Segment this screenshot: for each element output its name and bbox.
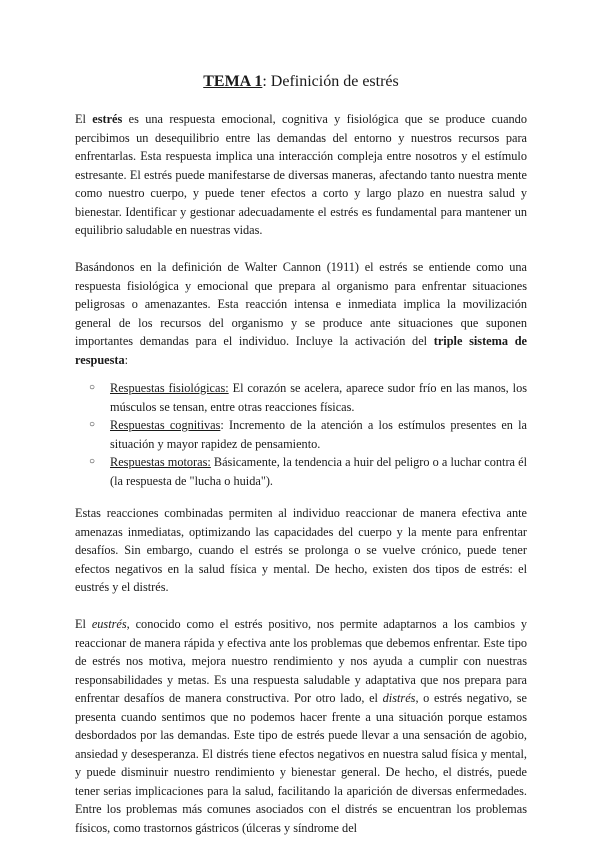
list-item (75, 453, 527, 490)
p1-bold-estres: estrés (92, 112, 123, 126)
title-tema: TEMA 1 (203, 73, 263, 90)
p4-text-c: , conocido como el estrés positivo, nos permite adaptarnos a los cambios y reaccionar de manera rápida y efectiva ante los problemas que debemos enfrentar. Este tipo de estrés nos motiva, mejora nuestro rendimiento y nos ayuda a cumplir con nuestras responsabilidades y metas. Es una respuesta saludable y adaptativa que nos prepara para enfrentar desafíos de manera constructiva. Por otro lado, el (75, 617, 527, 705)
list-item-text: El corazón se acelera, aparece sudor frío en las manos, los músculos se tensan, entre otras reacciones físicas. (110, 381, 527, 414)
bullet-circle-icon: ○ (89, 456, 96, 467)
list-item (75, 416, 527, 453)
paragraph-reactions: Estas reacciones combinadas permiten al individuo reaccionar de manera efectiva ante amenazas inmediatas, optimizando las capacidades del cuerpo y la mente para enfrentar desafíos. Sin embargo, cuando el estrés se prolonga o se vuelve crónico, puede tener efectos negativos en la salud física y mental. De hecho, existen dos tipos de estrés: el eustrés y el distrés. (75, 506, 527, 594)
p4-text-e: , o estrés negativo, se presenta cuando sentimos que no podemos hacer frente a una situación porque estamos desbordados por las demandas. Este tipo de estrés puede llevar a una sensación de agobio, ansiedad y desesperanza. El distrés tiene efectos negativos en nuestra salud física y mental, y puede disminuir nuestro rendimiento y bienestar general. De hecho, el distrés, puede tener serias implicaciones para la salud, facilitando la aparición de diversas enfermedades. Entre los problemas más comunes asociados con el distrés se encuentran los problemas físicos, como trastornos gástricos (úlceras y síndrome del (75, 691, 527, 835)
list-item (75, 379, 527, 416)
p1-text-a: El (75, 112, 93, 126)
page-title (75, 72, 527, 92)
p4-italic-distres: distrés (382, 691, 416, 705)
list-item-term: Respuestas fisiológicas: (110, 381, 229, 395)
bullet-circle-icon: ○ (89, 382, 96, 393)
title-rest: : Definición de estrés (262, 73, 399, 90)
response-list (75, 379, 527, 490)
paragraph-definition (75, 110, 527, 240)
p2-text-c: : (124, 352, 129, 367)
list-item-term: Respuestas motoras: (110, 455, 211, 469)
document-page (75, 72, 527, 837)
paragraph-cannon (75, 258, 527, 369)
list-item-term: Respuestas cognitivas (110, 418, 221, 432)
list-item-text: : Incremento de la atención a los estímulos presentes en la situación y mayor rapidez de pensamiento. (110, 418, 528, 451)
p4-text-a: El (75, 617, 92, 631)
list-item-text: Básicamente, la tendencia a huir del peligro o a luchar contra él (la respuesta de "lucha o huida"). (110, 455, 527, 488)
p2-text-a: Basándonos en la definición de Walter Cannon (1911) el estrés se entiende como una respuesta fisiológica y emocional que prepara al organismo para enfrentar situaciones peligrosas o amenazantes. Esta reacción intensa e inmediata implica la movilización general de los recursos del organismo y se produce ante situaciones que suponen importantes demandas para el individuo. Incluye la activación del (75, 260, 527, 348)
p4-italic-eustres: eustrés (91, 617, 127, 631)
p1-text-c: es una respuesta emocional, cognitiva y fisiológica que se produce cuando percibimos un desequilibrio entre las demandas del entorno y nuestros recursos para enfrentarlas. Esta respuesta implica una interacción compleja entre nosotros y el estímulo estresante. El estrés puede manifestarse de diversas maneras, afectando tanto nuestra mente como nuestro cuerpo, y puede tener efectos a corto y largo plazo en nuestra salud y bienestar. Identificar y gestionar adecuadamente el estrés es fundamental para mantener un equilibrio saludable en nuestras vidas. (75, 112, 527, 237)
paragraph-eustres-distres (75, 615, 527, 837)
bullet-circle-icon: ○ (89, 419, 96, 430)
p2-bold-triple-sistema: triple sistema de respuesta (75, 334, 527, 367)
